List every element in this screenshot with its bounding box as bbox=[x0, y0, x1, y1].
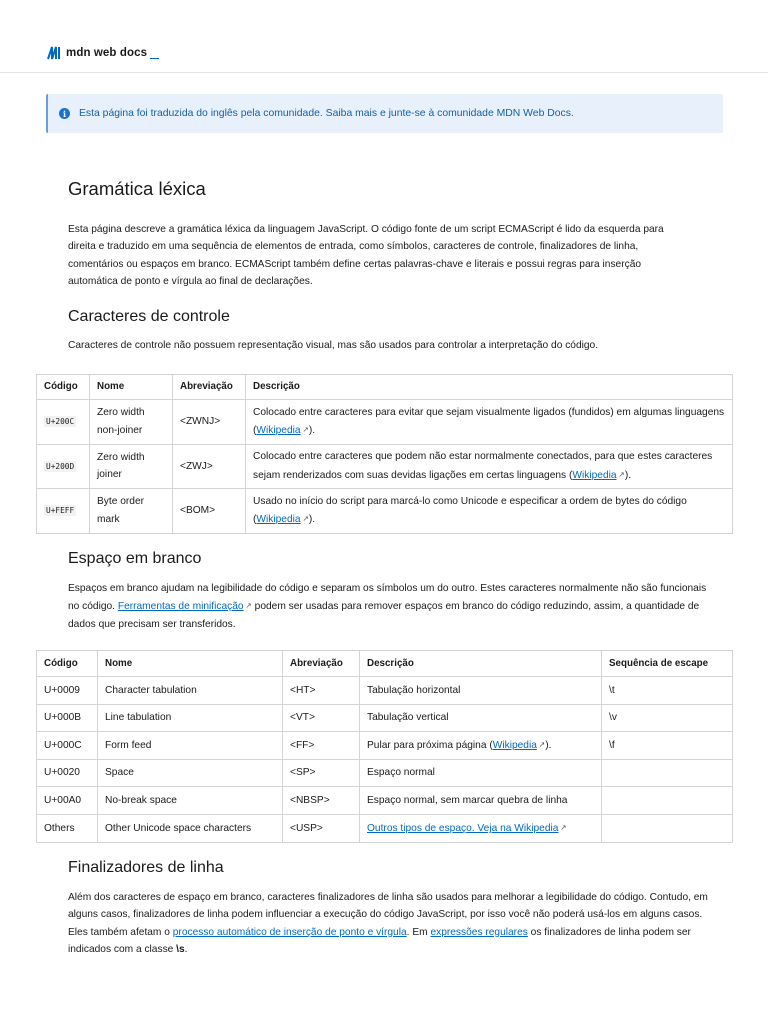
code-cell: Others bbox=[37, 814, 98, 842]
regex-link[interactable]: expressões regulares bbox=[430, 926, 528, 938]
escape-cell bbox=[602, 759, 733, 787]
table-row bbox=[37, 759, 733, 787]
external-link-icon: ↗ bbox=[560, 823, 567, 833]
abbr-cell: <HT> bbox=[283, 677, 360, 705]
abbr-cell: <USP> bbox=[283, 814, 360, 842]
code-cell: U+00A0 bbox=[37, 787, 98, 815]
desc-cell: Tabulação vertical bbox=[360, 704, 602, 732]
banner-text: Esta página foi traduzida do inglês pela comunidade. Saiba mais e junte-se à comunidade MDN Web Docs. bbox=[79, 108, 574, 119]
page-title: Gramática léxica bbox=[68, 178, 206, 199]
col-header: Nome bbox=[98, 651, 283, 677]
whitespace-table bbox=[36, 650, 733, 843]
code-cell: U+200D bbox=[37, 444, 90, 489]
col-header: Nome bbox=[90, 375, 173, 400]
info-icon: i bbox=[59, 108, 70, 119]
class-code: \s bbox=[176, 943, 185, 955]
name-cell: Line tabulation bbox=[98, 704, 283, 732]
desc-cell: Tabulação horizontal bbox=[360, 677, 602, 705]
code-cell: U+FEFF bbox=[37, 489, 90, 534]
abbr-cell: <BOM> bbox=[173, 489, 246, 534]
code-cell: U+000C bbox=[37, 732, 98, 760]
table-header-row bbox=[37, 651, 733, 677]
desc-cell: Pular para próxima página (Wikipedia ↗). bbox=[360, 732, 602, 760]
name-cell: Space bbox=[98, 759, 283, 787]
name-cell: Zero width joiner bbox=[90, 444, 173, 489]
logo-cursor bbox=[150, 58, 159, 60]
code-cell: U+000B bbox=[37, 704, 98, 732]
intro-paragraph: Esta página descreve a gramática léxica da linguagem JavaScript. O código fonte de um script ECMAScript é lido da esquerda para direita e traduzido em uma sequência de elementos de entrada, como símbolos, caracteres de controle, finalizadores de linha, comentários ou espaços em branco. ECMAScript também define certas palavras-chave e literais e possui regras para inserção automática de ponto e vírgula ao final de declarações. bbox=[68, 224, 664, 287]
escape-cell bbox=[602, 814, 733, 842]
escape-cell: \t bbox=[602, 677, 733, 705]
name-cell: Zero width non-joiner bbox=[90, 400, 173, 445]
escape-cell: \f bbox=[602, 732, 733, 760]
wikipedia-link[interactable]: Wikipedia bbox=[492, 740, 537, 752]
logo-text: mdn web docs bbox=[66, 47, 148, 59]
asi-link[interactable]: processo automático de inserção de ponto e vírgula bbox=[172, 926, 407, 938]
desc-cell: Colocado entre caracteres que podem não estar normalmente conectados, para que estes caracteres sejam renderizados com suas devidas ligações em certas linguagens (Wikipedia ↗). bbox=[246, 444, 733, 489]
wikipedia-link[interactable]: Wikipedia bbox=[572, 469, 617, 481]
escape-cell: \v bbox=[602, 704, 733, 732]
desc-cell: Espaço normal bbox=[360, 759, 602, 787]
heading-line-terminators: Finalizadores de linha bbox=[68, 859, 224, 876]
col-header: Abreviação bbox=[283, 651, 360, 677]
table-row bbox=[37, 489, 733, 534]
mdn-logo[interactable] bbox=[47, 45, 159, 61]
desc-cell: Usado no início do script para marcá-lo como Unicode e especificar a ordem de bytes do código (Wikipedia ↗). bbox=[246, 489, 733, 534]
minification-link[interactable]: Ferramentas de minificação bbox=[117, 601, 244, 613]
external-link-icon: ↗ bbox=[302, 514, 309, 524]
name-cell: Other Unicode space characters bbox=[98, 814, 283, 842]
name-cell: Byte order mark bbox=[90, 489, 173, 534]
table-header-row bbox=[37, 375, 733, 400]
site-header bbox=[0, 0, 768, 73]
code-cell: U+0020 bbox=[37, 759, 98, 787]
table-row bbox=[37, 704, 733, 732]
col-header: Abreviação bbox=[173, 375, 246, 400]
table-row bbox=[37, 732, 733, 760]
wikipedia-link[interactable]: Wikipedia bbox=[256, 514, 301, 526]
abbr-cell: <ZWNJ> bbox=[173, 400, 246, 445]
abbr-cell: <SP> bbox=[283, 759, 360, 787]
desc-cell: Colocado entre caracteres para evitar que sejam visualmente ligados (fundidos) em algumas linguagens (Wikipedia ↗). bbox=[246, 400, 733, 445]
wikipedia-link[interactable]: Wikipedia bbox=[256, 425, 301, 437]
desc-cell: Espaço normal, sem marcar quebra de linha bbox=[360, 787, 602, 815]
translation-banner bbox=[46, 94, 723, 133]
abbr-cell: <ZWJ> bbox=[173, 444, 246, 489]
control-chars-table bbox=[36, 374, 733, 534]
col-header: Código bbox=[37, 375, 90, 400]
abbr-cell: <FF> bbox=[283, 732, 360, 760]
name-cell: Form feed bbox=[98, 732, 283, 760]
table-row bbox=[37, 400, 733, 445]
external-link-icon: ↗ bbox=[245, 601, 252, 611]
col-header: Código bbox=[37, 651, 98, 677]
desc-cell bbox=[360, 814, 602, 842]
table-row bbox=[37, 814, 733, 842]
wikipedia-link[interactable]: Outros tipos de espaço. Veja na Wikipedia bbox=[367, 823, 559, 835]
external-link-icon: ↗ bbox=[302, 425, 309, 435]
name-cell: Character tabulation bbox=[98, 677, 283, 705]
table-row bbox=[37, 677, 733, 705]
code-cell: U+200C bbox=[37, 400, 90, 445]
mdn-m-icon bbox=[47, 45, 63, 61]
heading-control-chars: Caracteres de controle bbox=[68, 308, 230, 325]
code-cell: U+0009 bbox=[37, 677, 98, 705]
col-header: Descrição bbox=[360, 651, 602, 677]
col-header: Sequência de escape bbox=[602, 651, 733, 677]
external-link-icon: ↗ bbox=[538, 740, 546, 750]
escape-cell bbox=[602, 787, 733, 815]
col-header: Descrição bbox=[246, 375, 733, 400]
table-row bbox=[37, 787, 733, 815]
abbr-cell: <VT> bbox=[283, 704, 360, 732]
heading-whitespace: Espaço em branco bbox=[68, 550, 202, 567]
lineterm-paragraph: Além dos caracteres de espaço em branco, caracteres finalizadores de linha são usados para melhorar a legibilidade do código. Contudo, em alguns casos, finalizadores de linha podem influenciar a execução do código JavaScript, por isso você não poderá usá-los em alguns casos. Eles também afetam o processo automático de inserção de ponto e vírgula. Em expressões regulares os finalizadores de linha podem ser indicados com a classe \s. bbox=[68, 892, 708, 955]
table-row bbox=[37, 444, 733, 489]
whitespace-paragraph: Espaços em branco ajudam na legibilidade do código e separam os símbolos um do outro. Estes caracteres normalmente não são funcionais no código. Ferramentas de minificação ↗ podem ser usadas para remover espaços em branco do código reduzindo, assim, a quantidade de dados que precisam ser transferidos. bbox=[68, 583, 707, 630]
control-paragraph: Caracteres de controle não possuem representação visual, mas são usados para controlar a interpretação do código. bbox=[68, 340, 599, 351]
external-link-icon: ↗ bbox=[618, 469, 625, 479]
abbr-cell: <NBSP> bbox=[283, 787, 360, 815]
name-cell: No-break space bbox=[98, 787, 283, 815]
